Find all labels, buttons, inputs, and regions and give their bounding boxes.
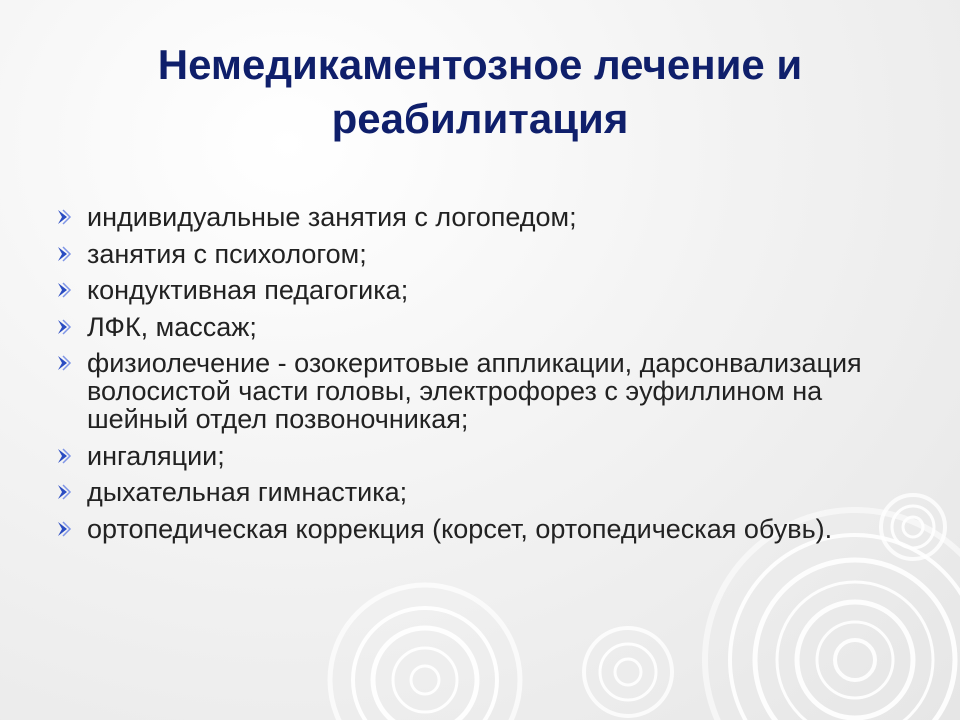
list-item-text: ингаляции; — [87, 440, 225, 471]
list-item — [55, 203, 875, 231]
list-item-text: ортопедическая коррекция (корсет, ортопедическая обувь). — [87, 513, 833, 544]
list-item-text: занятия с психологом; — [87, 238, 367, 269]
chevron-right-icon — [55, 520, 73, 538]
list-item-text: физиолечение - озокеритовые аппликации, дарсонвализация волосистой части головы, электрофорез с эуфиллином на шейный отдел позвоночникая; — [87, 348, 862, 434]
chevron-right-icon — [55, 447, 73, 465]
list-item-text: кондуктивная педагогика; — [87, 275, 409, 305]
chevron-right-icon — [55, 483, 73, 501]
chevron-right-icon — [55, 354, 73, 372]
list-item — [55, 349, 875, 433]
list-item-text: дыхательная гимнастика; — [87, 477, 408, 507]
chevron-right-icon — [55, 281, 73, 299]
chevron-right-icon — [55, 245, 73, 263]
list-item-text: индивидуальные занятия с логопедом; — [87, 202, 577, 232]
list-item — [55, 313, 875, 341]
list-item-text: ЛФК, массаж; — [87, 311, 257, 342]
list-item — [55, 442, 875, 470]
slide-title — [60, 38, 900, 146]
list-item — [55, 276, 875, 304]
bullet-list — [55, 203, 875, 551]
chevron-right-icon — [55, 208, 73, 226]
slide-title-line-1: Немедикаментозное лечение и — [157, 41, 803, 88]
list-item — [55, 240, 875, 268]
chevron-right-icon — [55, 318, 73, 336]
slide-title-line-2: реабилитация — [331, 95, 629, 142]
list-item — [55, 515, 875, 543]
list-item — [55, 478, 875, 506]
